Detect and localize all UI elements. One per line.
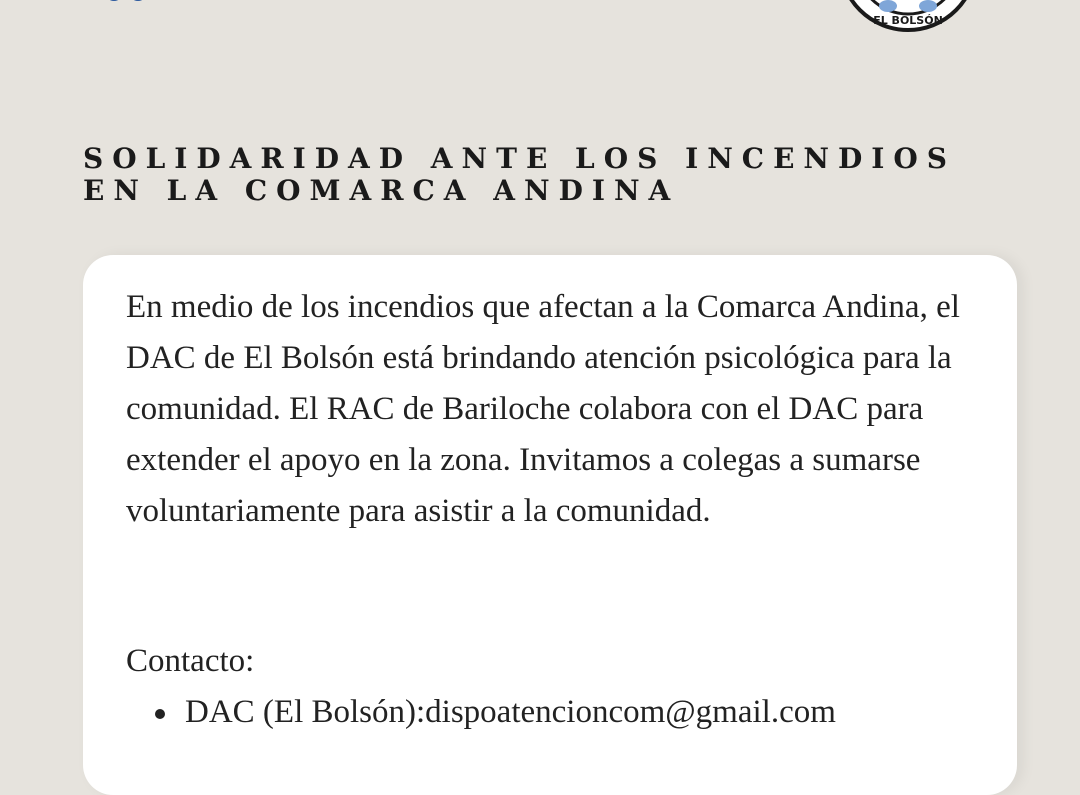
contact-item-dac: DAC (El Bolsón):dispoatencioncom@gmail.com <box>126 687 1006 738</box>
page-title: SOLIDARIDAD ANTE LOS INCENDIOS EN LA COMARCA ANDINA <box>83 142 956 207</box>
contact-label: Contacto: <box>126 643 255 679</box>
content-card <box>83 255 1017 795</box>
organization-logo <box>100 0 340 6</box>
announcement-paragraph: En medio de los incendios que afectan a la Comarca Andina, el DAC de El Bolsón está brindando atención psicológica para la comunidad. El RAC de Bariloche colabora con el DAC para extender el apoyo en la zona. Invitamos a colegas a sumarse voluntariamente para asistir a la comunidad. <box>126 289 960 529</box>
el-bolson-seal-logo <box>836 0 980 34</box>
seal-text: EL BOLSÓN <box>873 14 943 27</box>
contact-list <box>126 687 1006 738</box>
